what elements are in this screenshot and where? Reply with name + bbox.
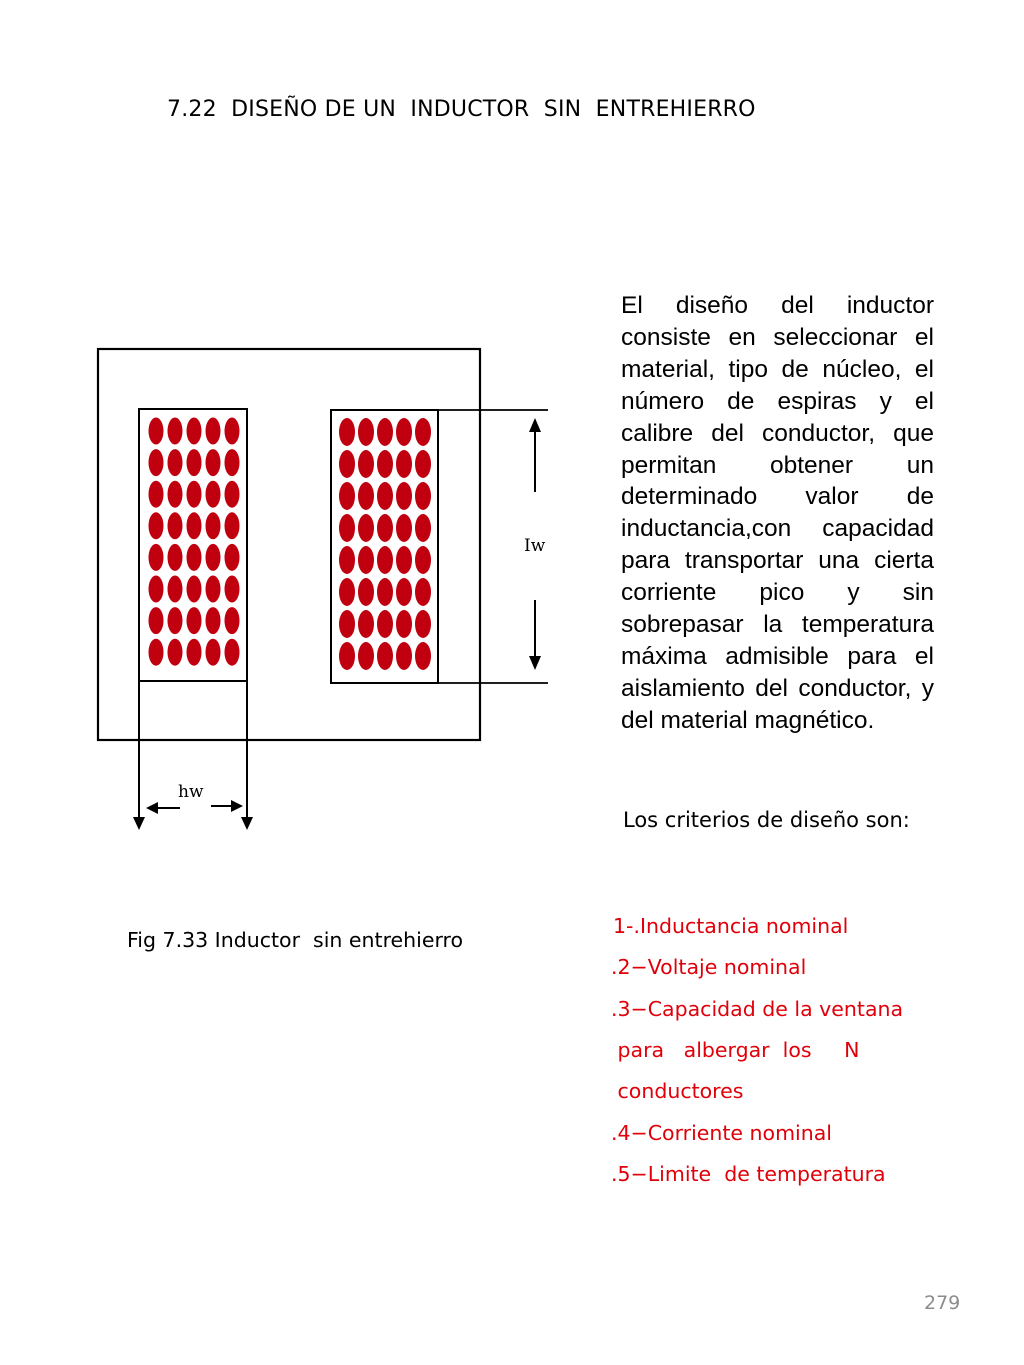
conductor-cross-section bbox=[225, 607, 240, 634]
criteria-item: conductores bbox=[611, 1079, 744, 1103]
conductor-cross-section bbox=[396, 578, 412, 606]
conductor-cross-section bbox=[396, 482, 412, 510]
conductor-cross-section bbox=[187, 576, 202, 603]
conductor-cross-section bbox=[149, 544, 164, 571]
criteria-item: .4−Corriente nominal bbox=[611, 1121, 833, 1145]
conductor-cross-section bbox=[225, 449, 240, 476]
conductor-cross-section bbox=[339, 578, 355, 606]
conductor-cross-section bbox=[187, 639, 202, 666]
conductor-cross-section bbox=[377, 418, 393, 446]
conductor-cross-section bbox=[187, 512, 202, 539]
conductor-cross-section bbox=[225, 544, 240, 571]
conductor-cross-section bbox=[358, 418, 374, 446]
window-width-label: hw bbox=[178, 782, 204, 802]
conductor-cross-section bbox=[377, 610, 393, 638]
conductor-cross-section bbox=[168, 512, 183, 539]
conductor-cross-section bbox=[206, 639, 221, 666]
conductor-cross-section bbox=[187, 607, 202, 634]
conductor-cross-section bbox=[168, 481, 183, 508]
conductor-cross-section bbox=[415, 610, 431, 638]
conductor-cross-section bbox=[339, 450, 355, 478]
conductor-cross-section bbox=[225, 512, 240, 539]
conductor-cross-section bbox=[377, 546, 393, 574]
conductor-cross-section bbox=[187, 449, 202, 476]
conductor-cross-section bbox=[206, 449, 221, 476]
conductor-cross-section bbox=[358, 546, 374, 574]
conductor-cross-section bbox=[377, 642, 393, 670]
conductor-cross-section bbox=[358, 482, 374, 510]
conductor-cross-section bbox=[396, 546, 412, 574]
criteria-item: 1-.Inductancia nominal bbox=[613, 914, 849, 938]
conductor-cross-section bbox=[225, 576, 240, 603]
conductor-cross-section bbox=[415, 514, 431, 542]
conductor-cross-section bbox=[415, 482, 431, 510]
conductor-cross-section bbox=[415, 578, 431, 606]
conductor-cross-section bbox=[377, 450, 393, 478]
conductor-cross-section bbox=[396, 642, 412, 670]
conductor-cross-section bbox=[339, 482, 355, 510]
arrow-down-icon bbox=[529, 656, 541, 670]
page-number: 279 bbox=[924, 1292, 961, 1314]
conductor-cross-section bbox=[415, 546, 431, 574]
conductor-cross-section bbox=[168, 449, 183, 476]
conductor-cross-section bbox=[168, 418, 183, 445]
conductor-cross-section bbox=[168, 576, 183, 603]
arrow-right-icon bbox=[231, 800, 243, 812]
conductor-cross-section bbox=[358, 450, 374, 478]
criteria-intro: Los criterios de diseño son: bbox=[623, 808, 910, 832]
conductor-cross-section bbox=[206, 418, 221, 445]
conductor-cross-section bbox=[149, 607, 164, 634]
conductor-cross-section bbox=[358, 514, 374, 542]
criteria-item: .5−Limite de temperatura bbox=[611, 1162, 886, 1186]
conductor-cross-section bbox=[339, 418, 355, 446]
conductor-cross-section bbox=[339, 546, 355, 574]
conductor-cross-section bbox=[339, 514, 355, 542]
conductor-cross-section bbox=[396, 610, 412, 638]
window-height-label: Iw bbox=[524, 536, 546, 556]
conductor-cross-section bbox=[415, 642, 431, 670]
description-paragraph: El diseño del inductor consiste en seleccionar el material, tipo de núcleo, el número de espiras y el calibre del conductor, que permitan obtener un determinado valor de inductancia,con capacidad para transportar una cierta corriente pico y sin sobrepasar la temperatura máxima admisible para el aislamiento del conductor, y del material magnético. bbox=[621, 292, 934, 734]
criteria-item: .3−Capacidad de la ventana bbox=[611, 997, 904, 1021]
conductor-cross-section bbox=[206, 481, 221, 508]
conductor-cross-section bbox=[149, 449, 164, 476]
conductor-cross-section bbox=[339, 610, 355, 638]
conductor-cross-section bbox=[168, 544, 183, 571]
conductor-cross-section bbox=[415, 450, 431, 478]
conductor-cross-section bbox=[149, 639, 164, 666]
conductor-cross-section bbox=[225, 418, 240, 445]
conductor-cross-section bbox=[358, 642, 374, 670]
conductor-cross-section bbox=[396, 418, 412, 446]
conductor-cross-section bbox=[415, 418, 431, 446]
conductor-cross-section bbox=[339, 642, 355, 670]
conductor-cross-section bbox=[187, 544, 202, 571]
conductor-cross-section bbox=[206, 576, 221, 603]
figure-caption: Fig 7.33 Inductor sin entrehierro bbox=[127, 928, 464, 952]
arrow-up-icon bbox=[529, 418, 541, 432]
conductor-cross-section bbox=[206, 544, 221, 571]
section-title: 7.22 DISEÑO DE UN INDUCTOR SIN ENTREHIERRO bbox=[167, 97, 756, 122]
arrow-down-icon bbox=[241, 817, 253, 830]
conductor-cross-section bbox=[225, 481, 240, 508]
conductor-cross-section bbox=[187, 418, 202, 445]
conductor-cross-section bbox=[377, 578, 393, 606]
conductor-cross-section bbox=[225, 639, 240, 666]
conductor-cross-section bbox=[358, 610, 374, 638]
conductor-cross-section bbox=[206, 512, 221, 539]
conductor-cross-section bbox=[149, 481, 164, 508]
conductor-cross-section bbox=[396, 514, 412, 542]
arrow-down-icon bbox=[133, 817, 145, 830]
conductor-cross-section bbox=[149, 512, 164, 539]
criteria-item: para albergar los N bbox=[611, 1038, 860, 1062]
conductor-cross-section bbox=[149, 418, 164, 445]
arrow-left-icon bbox=[146, 802, 158, 814]
conductor-cross-section bbox=[187, 481, 202, 508]
criteria-item: .2−Voltaje nominal bbox=[611, 955, 807, 979]
conductor-cross-section bbox=[168, 607, 183, 634]
conductor-cross-section bbox=[206, 607, 221, 634]
conductor-cross-section bbox=[358, 578, 374, 606]
conductor-cross-section bbox=[396, 450, 412, 478]
conductor-cross-section bbox=[377, 514, 393, 542]
conductor-cross-section bbox=[149, 576, 164, 603]
conductor-cross-section bbox=[377, 482, 393, 510]
conductor-cross-section bbox=[168, 639, 183, 666]
